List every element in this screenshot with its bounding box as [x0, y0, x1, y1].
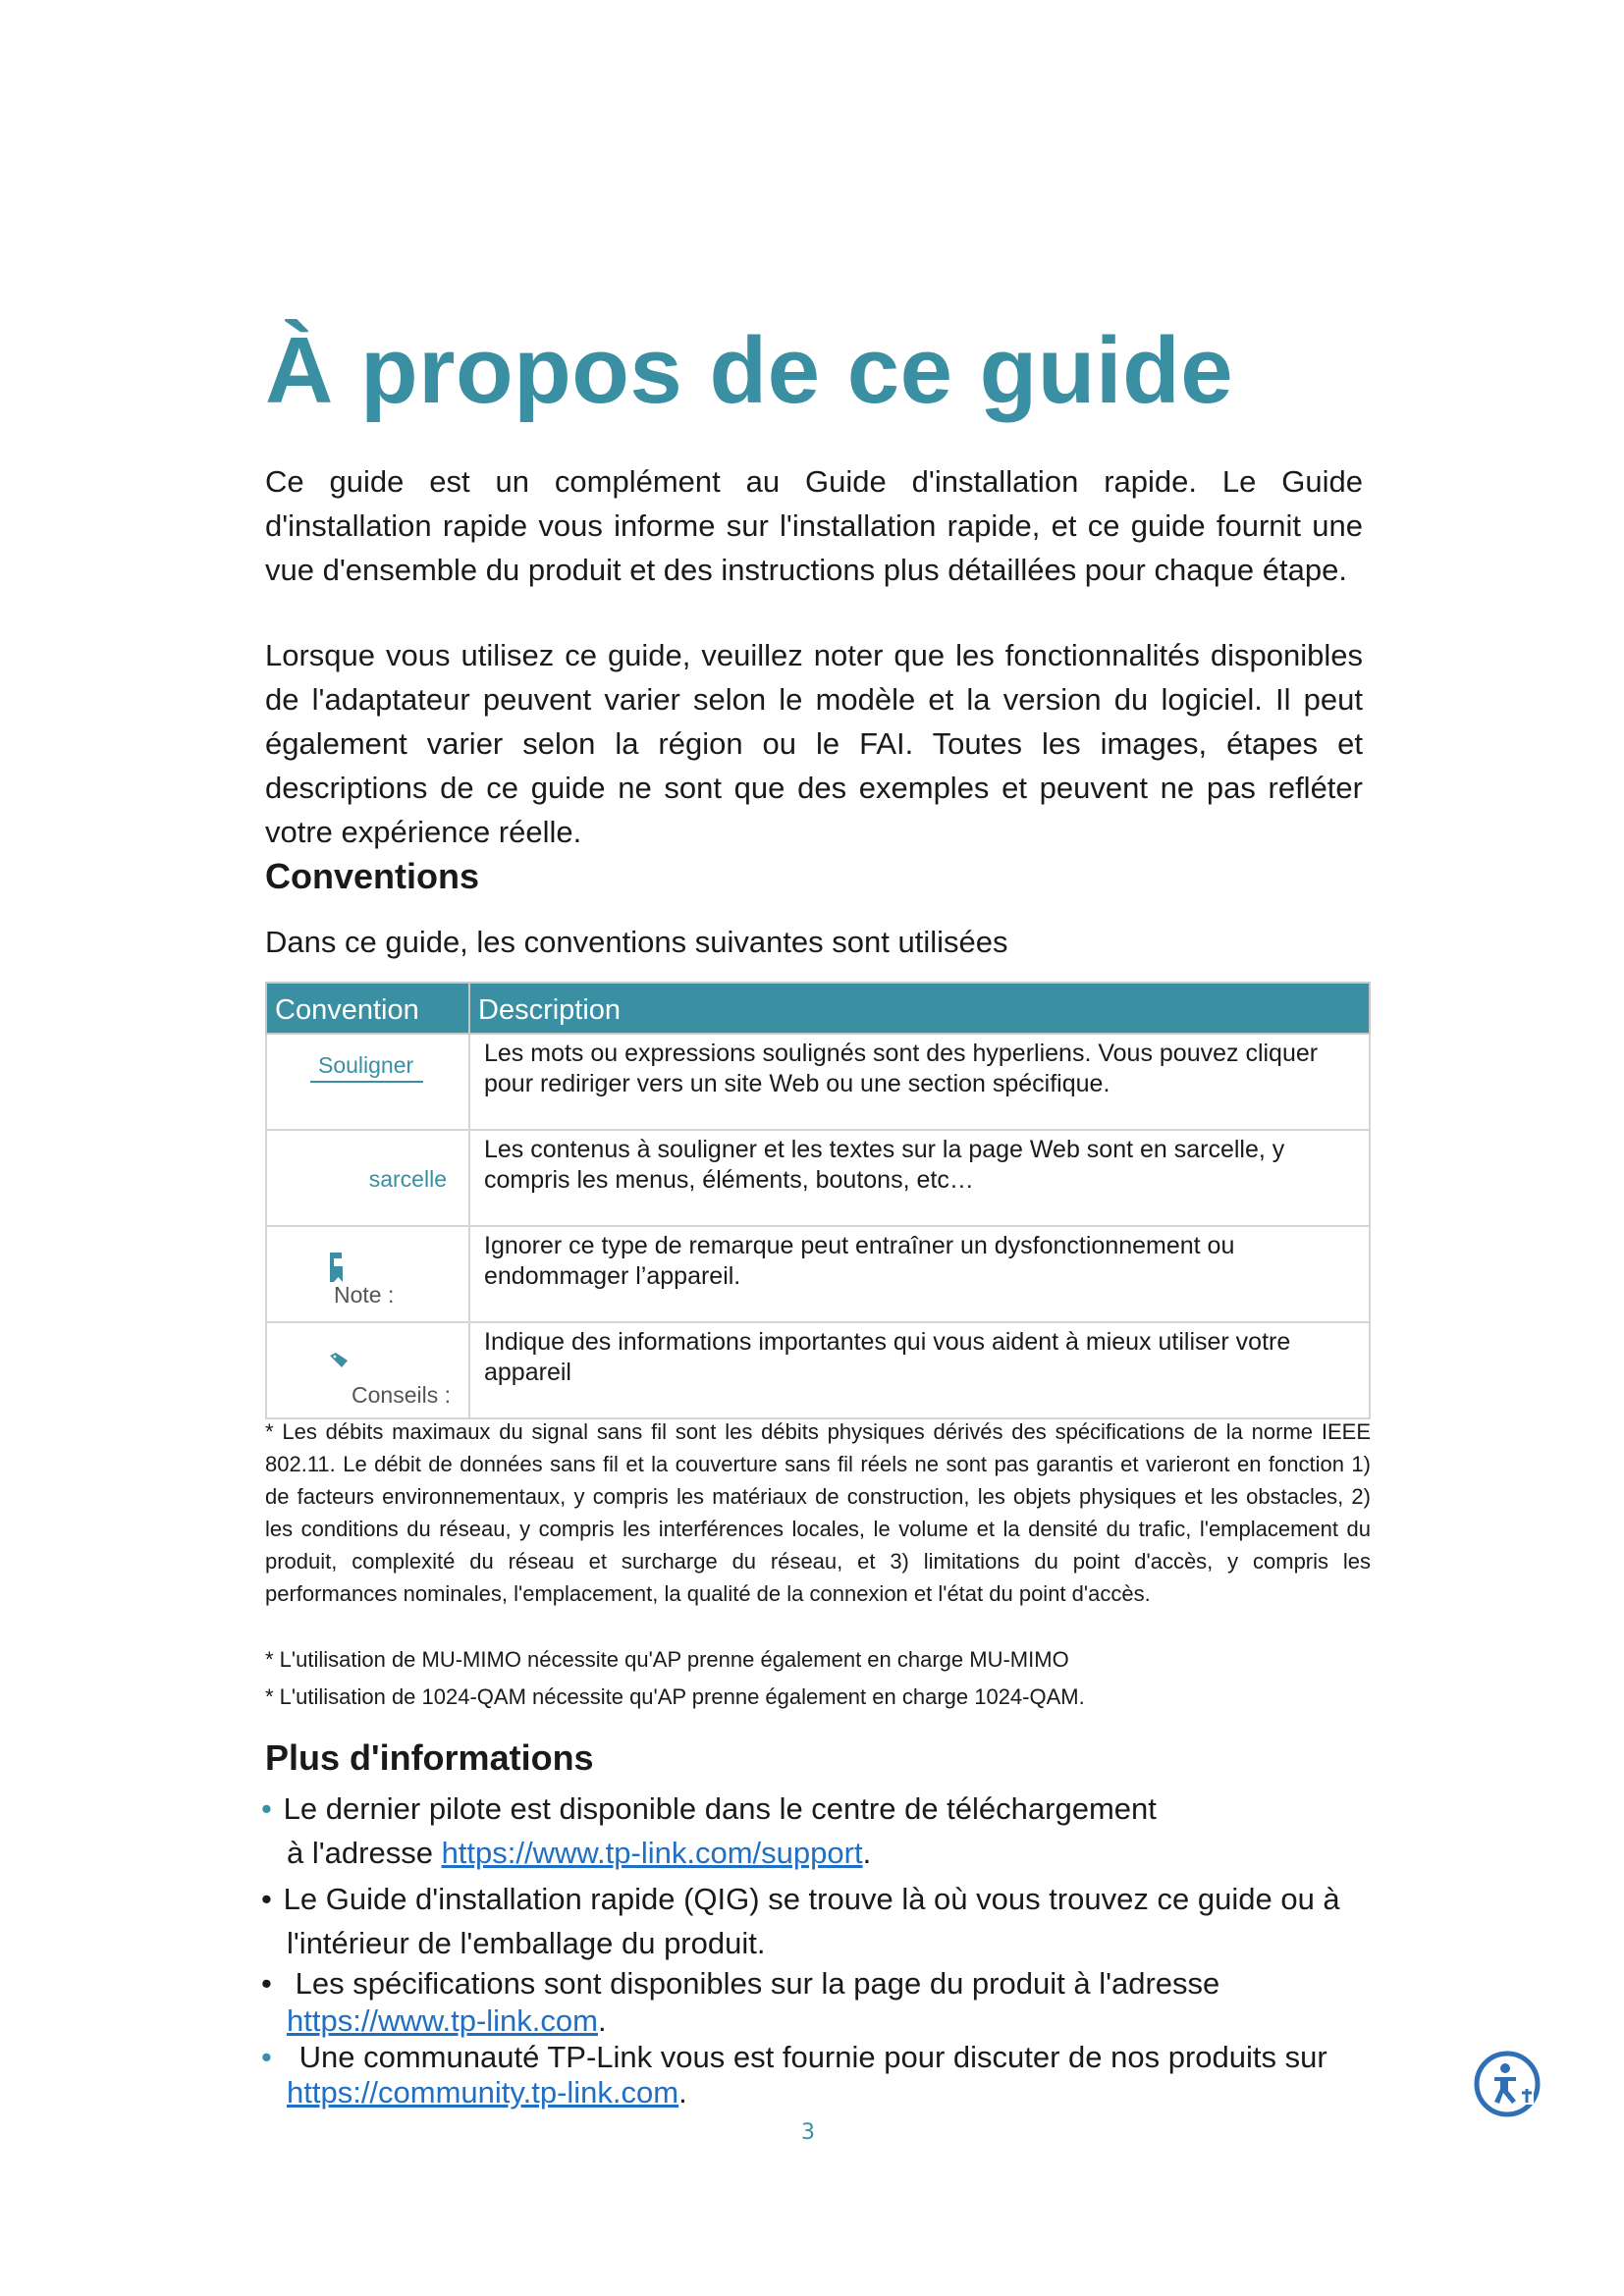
bullet-icon: • — [261, 2040, 272, 2074]
col-description-header: Description — [469, 983, 1370, 1034]
underline-sample: Souligner — [310, 1052, 423, 1083]
tips-label: Conseils : — [352, 1382, 451, 1408]
description-cell: Les mots ou expressions soulignés sont des hyperliens. Vous pouvez cliquer pour rediriger vers un site Web ou une section spécifique. — [469, 1034, 1370, 1130]
col-convention-header: Convention — [266, 983, 469, 1034]
list-item-period: . — [678, 2075, 687, 2109]
bullet-icon: • — [261, 1882, 272, 1916]
list-item — [261, 1965, 1219, 2040]
note-label: Note : — [334, 1282, 395, 1308]
intro-paragraph-2: Lorsque vous utilisez ce guide, veuillez noter que les fonctionnalités disponibles de l'adaptateur peuvent varier selon le modèle et la version du logiciel. Il peut également varier selon la région ou le FAI. Toutes les images, étapes et descriptions de ce guide ne sont que des exemples et peuvent ne pas refléter votre expérience réelle. — [265, 638, 1363, 849]
teal-sample: sarcelle — [368, 1166, 447, 1192]
conventions-table — [265, 982, 1371, 1419]
conventions-lead: Dans ce guide, les conventions suivantes sont utilisées — [265, 925, 1008, 959]
table-row — [266, 1034, 1370, 1130]
tag-icon — [330, 1353, 350, 1368]
community-link[interactable]: https://community.tp-link.com — [287, 2075, 679, 2109]
table-row — [266, 1130, 1370, 1226]
table-row — [266, 1322, 1370, 1418]
convention-cell — [266, 1130, 469, 1226]
description-cell: Ignorer ce type de remarque peut entraîner un dysfonctionnement ou endommager l’appareil. — [469, 1226, 1370, 1322]
description-cell: Indique des informations importantes qui vous aident à mieux utiliser votre appareil — [469, 1322, 1370, 1418]
convention-cell — [266, 1226, 469, 1322]
footnote-rates: * Les débits maximaux du signal sans fil sont les débits physiques dérivés des spécifications de la norme IEEE 802.11. Le débit de données sans fil et la couverture sans fil réels ne sont pas garantis et varieront en fonction 1) de facteurs environnementaux, y compris les matériaux de construction, les objets physiques et les obstacles, 2) les conditions du réseau, y compris les interférences locales, le volume et la densité du trafic, l'emplacement du produit, complexité du réseau et surcharge du réseau, et 3) limitations du point d'accès, y compris les performances nominales, l'emplacement, la qualité de la connexion et l'état du point d'accès. — [265, 1419, 1371, 1606]
description-cell: Les contenus à souligner et les textes sur la page Web sont en sarcelle, y compris les menus, éléments, boutons, etc… — [469, 1130, 1370, 1226]
list-item — [261, 1787, 1157, 1875]
bookmark-icon — [330, 1253, 344, 1282]
table-row — [266, 1226, 1370, 1322]
list-item-prefix: à l'adresse — [287, 1836, 442, 1870]
conventions-heading: Conventions — [265, 856, 480, 896]
footnote-mumimo: * L'utilisation de MU-MIMO nécessite qu'AP prenne également en charge MU-MIMO — [265, 1647, 1069, 1672]
convention-cell — [266, 1034, 469, 1130]
table-header-row — [266, 983, 1370, 1034]
list-item-text: Une communauté TP-Link vous est fournie pour discuter de nos produits sur — [298, 2040, 1327, 2074]
page-title: À propos de ce guide — [265, 318, 1234, 423]
intro-paragraph-1: Ce guide est un complément au Guide d'installation rapide. Le Guide d'installation rapide vous informe sur l'installation rapide, et ce guide fournit une vue d'ensemble du produit et des instructions plus détaillées pour chaque étape. — [265, 464, 1363, 587]
list-item — [261, 2040, 1327, 2110]
support-link[interactable]: https://www.tp-link.com/support — [441, 1836, 863, 1870]
list-item-continuation: l'intérieur de l'emballage du produit. — [287, 1926, 766, 1960]
list-item-period: . — [597, 2003, 607, 2038]
convention-cell — [266, 1322, 469, 1418]
list-item-period: . — [862, 1836, 872, 1870]
list-item — [261, 1877, 1340, 1965]
list-item-text: Les spécifications sont disponibles sur la page du produit à l'adresse — [295, 1966, 1220, 2001]
product-page-link[interactable]: https://www.tp-link.com — [287, 2003, 598, 2038]
accessibility-icon[interactable] — [1473, 2050, 1542, 2118]
bullet-icon: • — [261, 1791, 272, 1826]
page-number: 3 — [801, 2120, 815, 2145]
footnote-qam: * L'utilisation de 1024-QAM nécessite qu'AP prenne également en charge 1024-QAM. — [265, 1684, 1085, 1709]
list-item-text: Le dernier pilote est disponible dans le centre de téléchargement — [283, 1791, 1157, 1826]
more-info-heading: Plus d'informations — [265, 1737, 594, 1778]
bullet-icon: • — [261, 1966, 272, 2001]
list-item-text: Le Guide d'installation rapide (QIG) se trouve là où vous trouvez ce guide ou à — [283, 1882, 1340, 1916]
